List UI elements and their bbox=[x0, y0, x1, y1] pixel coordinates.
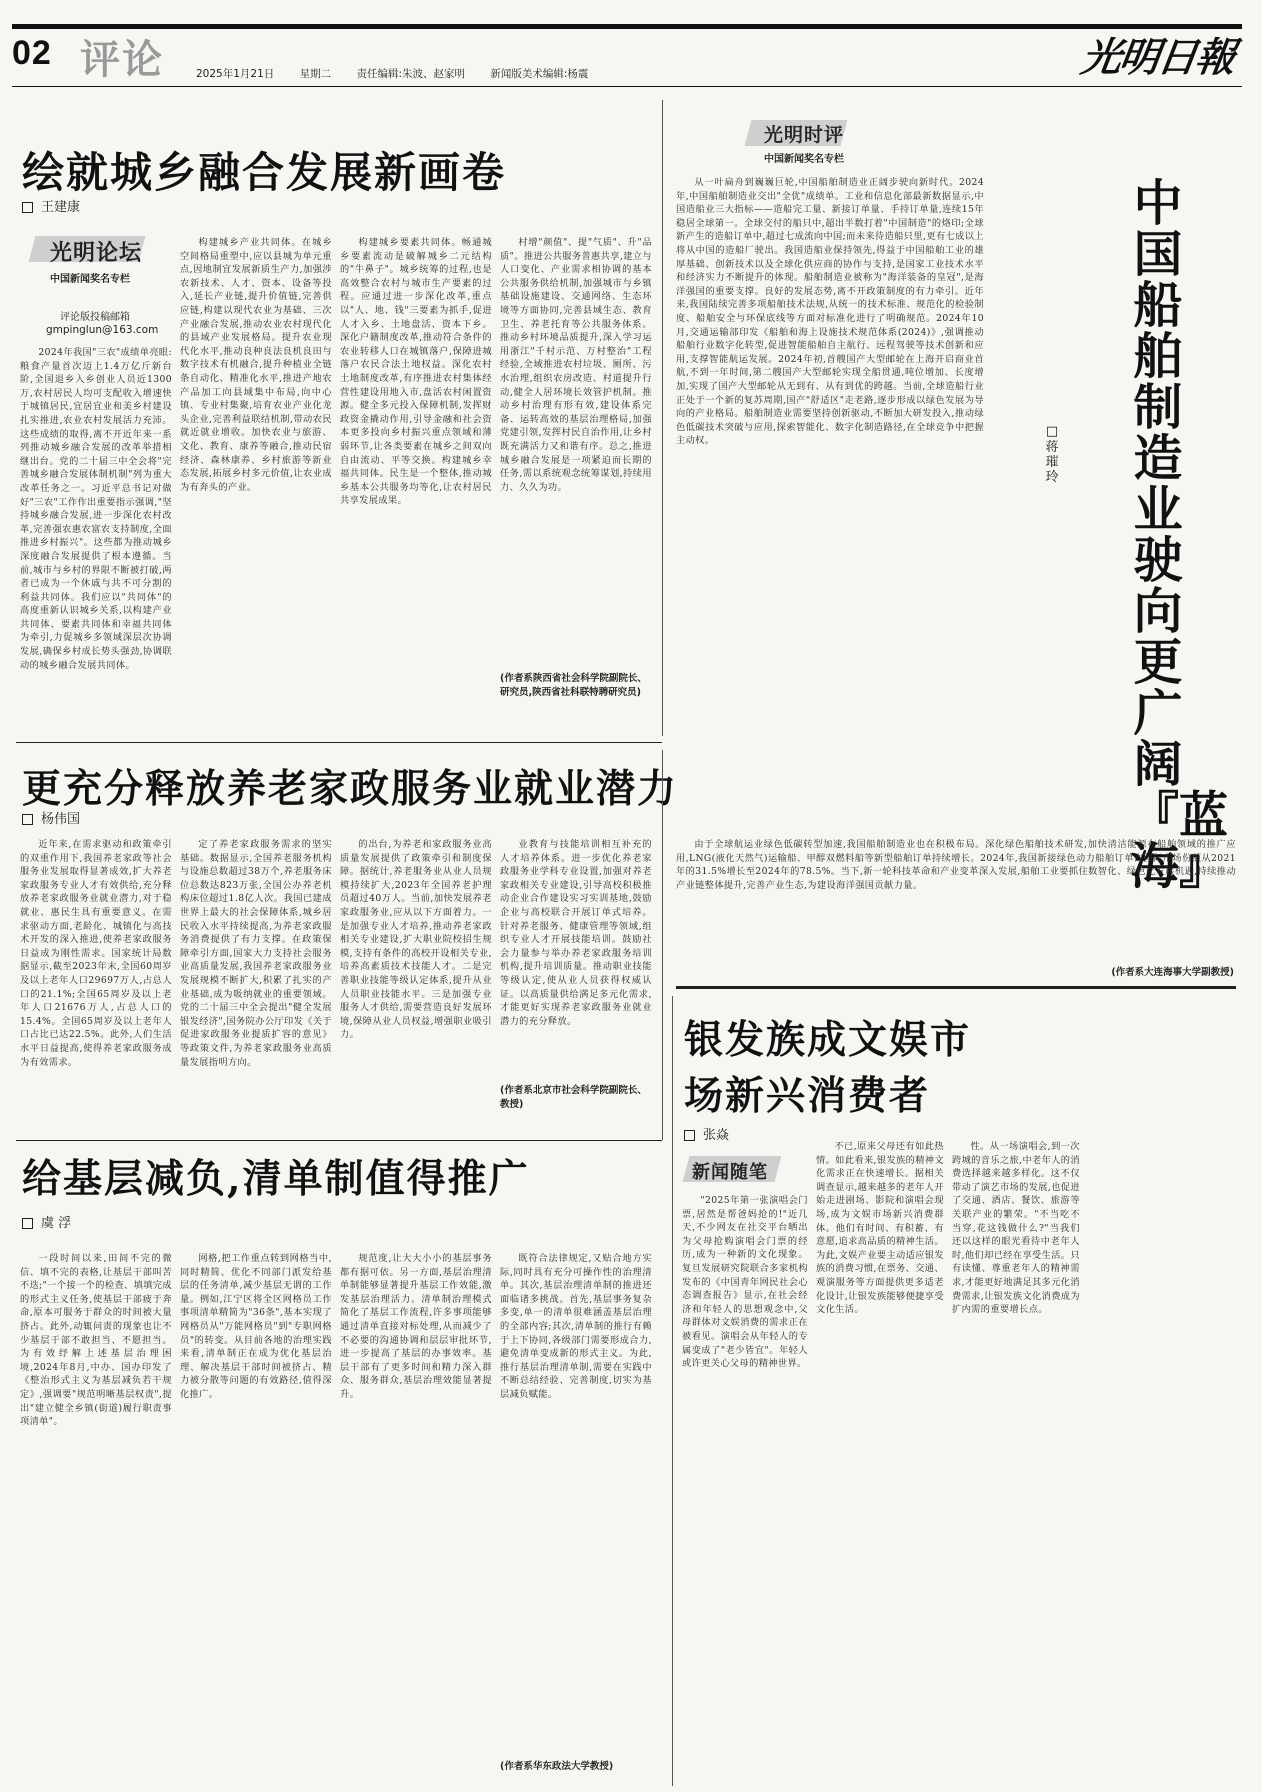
article3-column-2: 定了养老家政服务需求的坚实基础。数据显示,全国养老服务机构与设施总数超过38万个,养老服务床位总数达823万张,全国公办养老机构床位超过1.8亿人次。我国已建成世界上最大的社会保障体系,城乡居民收入水平持续提高,为养老家政服务消费提供了有力支撑。在政策保障牵引方面,国家大力支持社会服务业高质量发展,我国养老家政服务业发展规模不断扩大,积累了扎实的产业基础,成为吸纳就业的重要领域。党的二十届三中全会提出"健全发展银发经济",国务院办公厅印发《关于促进家政服务业提质扩容的意见》等政策文件,为养老家政服务业高质量发展指明方向。 bbox=[180, 839, 332, 1068]
section-divider bbox=[16, 1140, 662, 1141]
article3-column-3: 的出台,为养老和家政服务业高质量发展提供了政策牵引和制度保障。据统计,养老服务业从业人员规模持续扩大,2023年全国养老护理员超过40万人。当前,加快发展养老家政服务业,应从以下方面着力。一是加强专业人才培养,推动养老家政相关专业建设,扩大职业院校招生规模,支持有条件的高校开设相关专业,培养高素质技术技能人才。二是完善职业技能等级认定体系,提升从业人员职业技能水平。三是加强专业服务人才供给,需要营造良好发展环境,保障从业人员权益,增强职业吸引力。 bbox=[340, 839, 492, 1041]
article1-column-2: 构建城乡产业共同体。在城乡空间格局重塑中,应以县城为单元重点,因地制宜发展新质生产力,加强涉农新技术、人才、资本、设备等投入,延长产业链,提升价值链,完善供应链,构建以现代农业为基础、三次产业融合发展,推动农业农村现代化的县域产业发展格局。提升农业现代化水平,推动良种良法良机良田与数字技术有机融合,提升种植业全链条自动化、精准化水平,推进产地农产品加工向县域集中布局,向中心镇、专业村集聚,培育农业产业化龙头企业,完善利益联结机制,带动农民就近就业增收。加快农业与旅游、文化、教育、康养等融合,推动民宿经济、森林康养、乡村旅游等新业态发展,拓展乡村多元价值,让农业成为有奔头的产业。 bbox=[180, 237, 332, 493]
article3-signature: (作者系北京市社会科学院副院长、教授) bbox=[500, 1085, 647, 1110]
page-number: 02 bbox=[12, 34, 52, 72]
article2-author-box-icon: □ bbox=[1045, 424, 1059, 439]
guangming-forum-badge bbox=[24, 228, 174, 308]
forum-badge-subtitle: 中国新闻奖名专栏 bbox=[50, 274, 130, 285]
issue-weekday: 星期二 bbox=[299, 68, 332, 80]
article5-column-3: 规范度,让大大小小的基层事务都有据可依。另一方面,基层治理清单制能够显著提升基层工作效能,激发基层治理活力。清单制治理模式简化了基层工作流程,许多事项能够通过清单直接对标处理,从而减少了不必要的沟通协调和层层审批环节,进一步提高了基层的办事效率。基层干部有了更多时间和精力深入群众、服务群众,基层治理效能显著提升。 bbox=[340, 1253, 492, 1400]
commentary-badge-subtitle: 中国新闻奖名专栏 bbox=[764, 154, 844, 165]
article2-author: 蒋璀玲 bbox=[1045, 440, 1059, 485]
section-divider bbox=[16, 742, 662, 743]
article5-byline bbox=[22, 1212, 71, 1231]
article2-signature: (作者系大连海事大学副教授) bbox=[1111, 967, 1234, 978]
article4-column-1: "2025年第一张演唱会门票,居然是帮爸妈抢的!"近几天,不少网友在社交平台晒出为父母抢购演唱会门票的经历,成为一种新的文化现象。复旦发展研究院联合多家机构发布的《中国青年网民社会心态调查报告》显示,在社会经济和年轻人的思想观念中,父母群体对文娱消费的需求正在被看见。演唱会从年轻人的专属变成了"老少皆宜"。年轻人或许更关心父母的精神世界。 bbox=[682, 1195, 808, 1370]
article1-column-3: 构建城乡要素共同体。畅通城乡要素流动是破解城乡二元结构的"牛鼻子"。城乡统筹的过程,也是高效整合农村与城市生产要素的过程。应通过进一步深化改革,重点以"人、地、钱"三要素为抓手,促进人才入乡、土地盘活、资本下乡。深化户籍制度改革,推动符合条件的农业转移人口在城镇落户,保障进城落户农民合法土地权益。深化农村土地制度改革,有序推进农村集体经营性建设用地入市,盘活农村闲置资源。健全多元投入保障机制,发挥财政资金撬动作用,引导金融和社会资本更多投向乡村振兴重点领域和薄弱环节,让各类要素在城乡之间双向自由流动、平等交换。构建城乡幸福共同体。民生是一个整体,推动城乡基本公共服务均等化,让农村居民共享发展成果。 bbox=[340, 237, 492, 507]
article2-body-upper: 从一叶扁舟到巍巍巨轮,中国船舶制造业正阔步驶向新时代。2024年,中国船舶制造业交出"全优"成绩单。工业和信息化部最新数据显示,中国造船业三大指标——造船完工量、新接订单量、手持订单量,连续15年稳居全球第一。全球交付的船只中,超出半数打着"中国制造"的烙印;全球新产生的造船订单中,超过七成流向中国;而未来待造船只里,更有七成以上将从中国的造船厂驶出。我国造船业保持领先,得益于中国船舶工业的雄厚基础、创新技术以及全球化供应商的协作与支持,是国家工业技术水平和经济实力不断提升的体现。船舶制造业被称为"海洋装备的皇冠",是海洋强国的重要支撑。良好的发展态势,离不开政策制度的有力牵引。近年来,我国陆续完善多项船舶技术法规,从统一的技术标准、规范化的检验制度、船舶安全与环保底线等方面对标准化进行了明确规范。2024年10月,交通运输部印发《船舶和海上设施技术规范体系(2024)》,强调推动船舶行业数字化转型,促进智能船舶自主航行、远程驾驶等技术创新和应用,支撑智能航运发展。2024年初,首艘国产大型邮轮在上海开启商业首航,不到一年时间,第二艘国产大型邮轮实现全船贯通,吨位增加、长度增加,实现了国产大型邮轮从无到有、从有到优的跨越。当前,全球造船行业正处于一个新的复苏周期,国产"舒适区"走老路,逐步形成以绿色发展为导向的产业格局。船舶制造业需要坚持创新驱动,不断加大研发投入,推动绿色低碳技术突破与应用,探索智能化、数字化制造路径,在全球竞争中把握主动权。 bbox=[676, 177, 984, 447]
newspaper-masthead: 光明日報 bbox=[1078, 34, 1237, 81]
article1-author: 王建康 bbox=[41, 200, 81, 215]
article1-byline bbox=[22, 196, 80, 215]
guangming-commentary-badge bbox=[744, 114, 914, 174]
forum-badge-title: 光明论坛 bbox=[50, 241, 143, 266]
news-essay-badge-title: 新闻随笔 bbox=[692, 1162, 768, 1183]
byline-box-icon bbox=[22, 202, 33, 213]
issue-date: 2025年1月21日 bbox=[196, 68, 275, 80]
issue-meta bbox=[196, 66, 604, 81]
section-name: 评论 bbox=[80, 37, 164, 83]
submission-label: 评论版投稿邮箱 bbox=[60, 312, 130, 323]
responsible-editors: 责任编辑:朱波、赵家明 bbox=[356, 68, 465, 80]
article3-column-4: 业教育与技能培训相互补充的人才培养体系。进一步优化养老家政服务业学科专业设置,加强对养老家政相关专业建设,引导高校积极推动企业合作建设实习实训基地,鼓励企业与高校联合开展订单式培养。针对养老服务、健康管理等领域,组织专业人才开展技能培训。鼓励社会力量参与举办养老家政服务培训机构,提升培训质量。推动职业技能等级认定,使从业人员获得权威认证。以高质量供给满足多元化需求,才能更好实现养老家政服务业就业潜力的充分释放。 bbox=[500, 839, 652, 1027]
news-essay-badge bbox=[684, 1152, 804, 1188]
article1-signature: (作者系陕西省社会科学院副院长、研究员,陕西省社科联特聘研究员) bbox=[500, 673, 647, 698]
article4-column-2: 不已,原来父母还有如此热情。如此看来,银发族的精神文化需求正在快速增长。据相关调查显示,越来越多的老年人开始走进剧场、影院和演唱会现场,成为文娱市场新兴消费群体。他们有时间、有积蓄、有意愿,追求高品质的精神生活。为此,文娱产业要主动适应银发族的消费习惯,在票务、交通、观演服务等方面提供更多适老化设计,让银发族能够便捷享受文化生活。 bbox=[816, 1141, 944, 1316]
column-divider bbox=[662, 100, 663, 736]
article4-column-3: 性。从一场演唱会,到一次跨城的音乐之旅,中老年人的消费选择越来越多样化。这不仅带动了演艺市场的发展,也促进了交通、酒店、餐饮、旅游等关联产业的繁荣。"不当吃不当穿,花这钱做什么?"当我们还以这样的眼光看待中老年人时,他们却已经在享受生活。只有读懂、尊重老年人的精神需求,才能更好地满足其多元化消费需求,让银发族文化消费成为扩内需的重要增长点。 bbox=[952, 1141, 1080, 1316]
article3-byline bbox=[22, 808, 80, 827]
article5-column-4: 既符合法律规定,又贴合地方实际,同时具有充分可操作性的治理清单。其次,基层治理清单制的推进还面临诸多挑战。首先,基层事务复杂多变,单一的清单很难涵盖基层治理的全部内容;其次,清单制的推行有赖于上下协同,各级部门需要形成合力,避免清单变成新的形式主义。为此,推行基层治理清单制,需要在实践中不断总结经验、完善制度,切实为基层减负赋能。 bbox=[500, 1253, 652, 1400]
top-rule bbox=[12, 24, 1242, 29]
article1-column-1: 2024年我国"三农"成绩单亮眼:粮食产量首次迈上1.4万亿斤新台阶,全国退乡入乡创业人员近1300万,农村居民人均可支配收入增速快于城镇居民,宜居宜业和美乡村建设扎实推进,农业农村发展活力充沛。这些成绩的取得,离不开近年来一系列推动城乡融合发展的改革举措相继出台。党的二十届三中全会将"完善城乡融合发展体制机制"列为重大改革任务之一。习近平总书记对做好"三农"工作作出重要指示强调,"坚持城乡融合发展,进一步深化农村改革,完善强农惠农富农支持制度,全面推进乡村振兴"。这些都为推动城乡深度融合发展提供了根本遵循。当前,城市与乡村的界限不断被打破,两者已成为一个休戚与共不可分割的利益共同体。我们应以"共同体"的高度重新认识城乡关系,以构建产业共同体、要素共同体和幸福共同体为牵引,力促城乡多领域深层次协调发展,确保乡村成长势头强劲,协调联动的城乡融合发展共同体。 bbox=[20, 347, 172, 671]
article5-signature: (作者系华东政法大学教授) bbox=[500, 1761, 614, 1772]
article1-column-4: 村增"颜值"、提"气质"、升"品质"。推进公共服务普惠共享,建立与人口变化、产业需求相协调的基本公共服务供给机制,加强城市与乡镇基础设施建设、交通网络、生态环境等方面协同,完善县域生态、教育卫生、养老托育等公共服务体系。推动乡村环境品质提升,深入学习运用浙江"千村示范、万村整治"工程经验,全域推进农村垃圾、厕所、污水治理,组织农房改造、村道提升行动,健全人居环境长效管护机制。推动乡村治理有形有效,建设体系完备、运转高效的基层治理格局,加强党建引领,发挥村民自治作用,让乡村既充满活力又和谐有序。总之,推进城乡融合发展是一项紧迫而长期的任务,需以系统观念统筹谋划,持续用力、久久为功。 bbox=[500, 237, 652, 493]
article5-column-1: 一段时间以来,田间不完的微信、填不完的表格,让基层干部叫苦不迭;"一个接一个的检查、填填完成的形式主义任务,使基层干部疲于奔命,原本可服务于群众的时间被大量挤占。此外,动辄问责的现象也让不少基层干部不敢担当、不愿担当。为有效纾解上述基层治理困境,2024年8月,中办、国办印发了《整治形式主义为基层减负若干规定》,强调要"规范明晰基层权责",提出"建立健全乡镇(街道)履行职责事项清单"。 bbox=[20, 1253, 172, 1428]
submission-email[interactable]: gmpinglun@163.com bbox=[46, 324, 159, 336]
header-rule bbox=[12, 86, 1242, 87]
article3-column-1: 近年来,在需求驱动和政策牵引的双重作用下,我国养老家政等社会服务业发展取得显著成效,扩大养老家政服务专业人才有效供给,充分释放养老家政服务业就业潜力,对于稳就业、惠民生具有重要意义。在需求驱动方面,老龄化、城镇化与高技术开发的深入推进,使养老家政服务日益成为刚性需求。国家统计局数据显示,截至2023年末,全国60周岁及以上老年人口29697万人,占总人口的21.1%;全国65周岁及以上老年人口21676万人,占总人口的15.4%。全国65周岁及以上老年人口占比已达22.5%。此外,人们生活水平日益提高,使得养老家政服务成为有效需求。 bbox=[20, 839, 172, 1068]
column-divider bbox=[672, 996, 673, 1786]
article5-column-2: 网格,把工作重点转到网格当中,同时精简、优化不同部门派发给基层的任务清单,减少基层无谓的工作量。例如,江宁区将全区网格员工作事项清单精简为"36条",基本实现了网格员从"万能网格员"到"专职网格员"的转变。从目前各地的治理实践来看,清单制正在成为优化基层治理、解决基层干部时间被挤占、精力被分散等问题的有效路径,值得深化推广。 bbox=[180, 1253, 332, 1400]
section-divider bbox=[676, 986, 1236, 989]
article3-author: 杨伟国 bbox=[41, 812, 81, 827]
art-editor: 新闻版美术编辑:杨震 bbox=[490, 68, 589, 80]
byline-box-icon bbox=[22, 1218, 33, 1229]
article4-author: 张焱 bbox=[703, 1128, 730, 1143]
column-divider bbox=[662, 750, 663, 1140]
article5-title: 给基层减负,清单制值得推广 bbox=[22, 1156, 530, 1202]
article4-byline bbox=[684, 1124, 729, 1143]
article4-title: 银发族成文娱市场新兴消费者 bbox=[684, 1017, 972, 1119]
byline-box-icon bbox=[684, 1130, 695, 1141]
article3-title: 更充分释放养老家政服务业就业潜力 bbox=[22, 766, 679, 812]
article2-title: 中国船舶制造业驶向更广阔『蓝海』 bbox=[1130, 174, 1229, 895]
article2-body-lower: 由于全球航运业绿色低碳转型加速,我国船舶制造业也在积极布局。深化绿色船舶技术研发,加快清洁能源在船舶领域的推广应用,LNG(液化天然气)运输船、甲醇双燃料船等新型船舶订单持续增长。2024年,我国新接绿色动力船舶订单占国际市场份额从2021年的31.5%增长至2024年的78.5%。当下,新一轮科技革命和产业变革深入发展,船舶工业要抓住数智化、绿色化发展机遇,持续推动产业链整体提升,完善产业生态,为建设海洋强国贡献力量。 bbox=[676, 839, 1236, 891]
article5-author: 虞 浮 bbox=[41, 1216, 72, 1231]
byline-box-icon bbox=[22, 814, 33, 825]
article1-title: 绘就城乡融合发展新画卷 bbox=[22, 148, 507, 197]
commentary-badge-title: 光明时评 bbox=[764, 124, 845, 146]
